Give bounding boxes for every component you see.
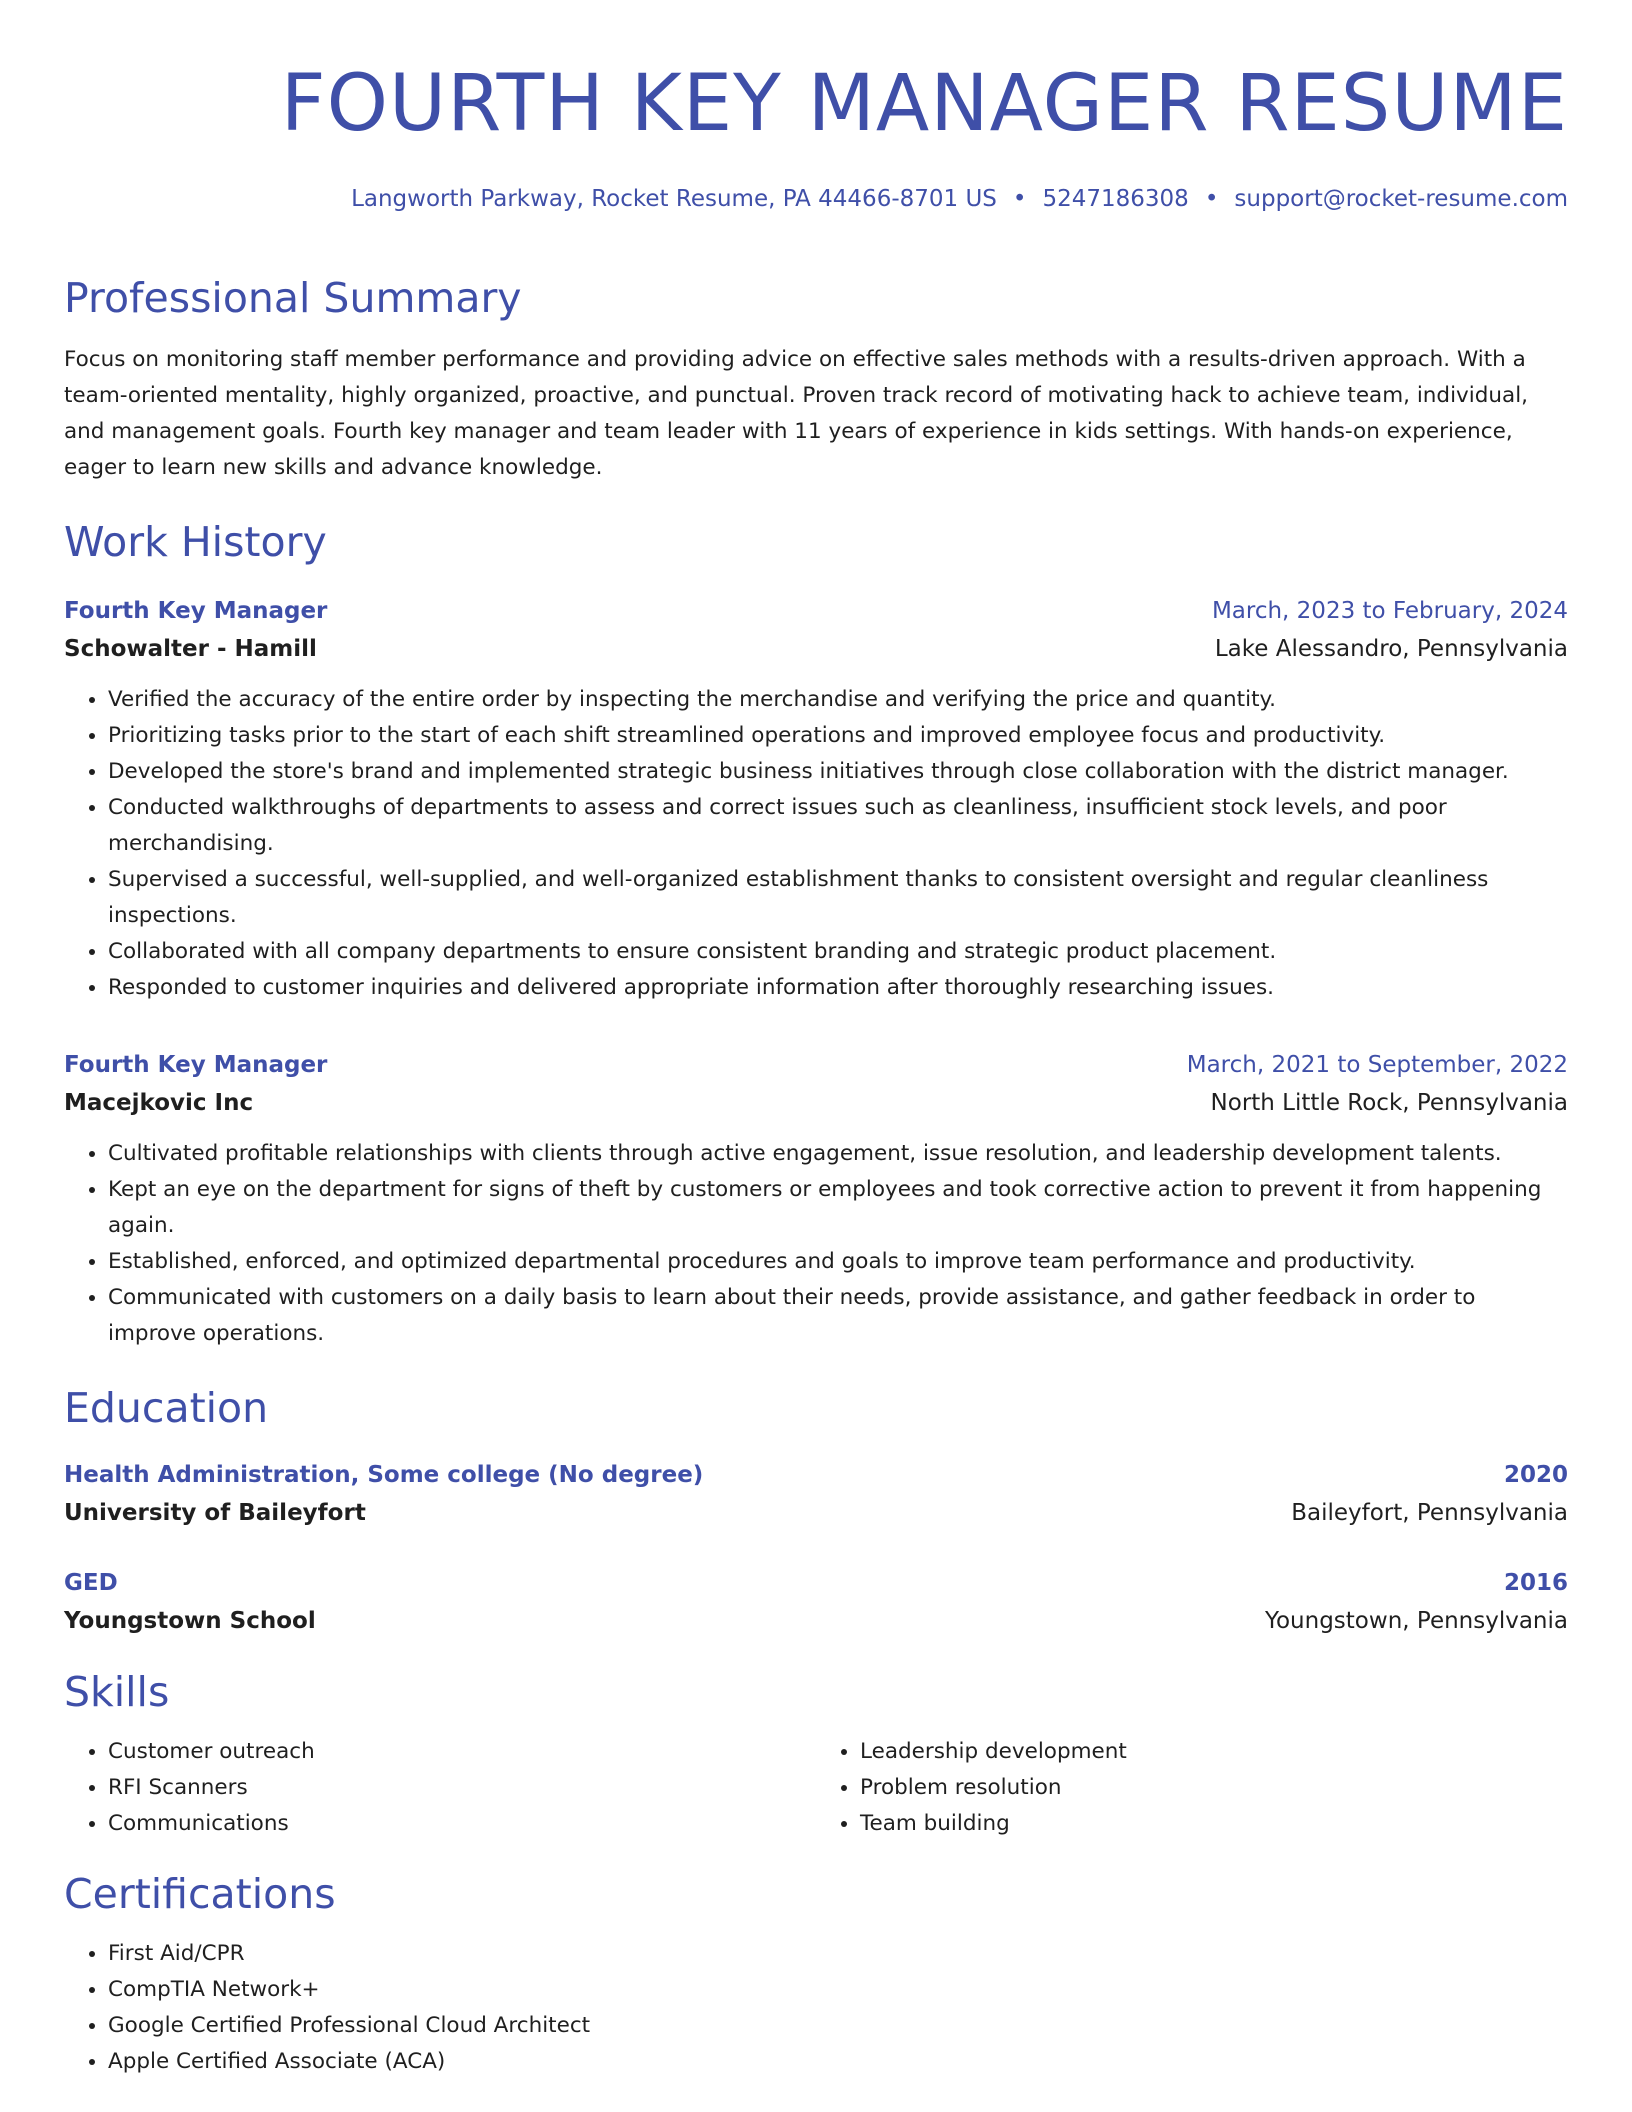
- list-item: • Apple Certified Associate (ACA): [108, 2044, 1568, 2080]
- list-item: • Developed the store's brand and implemented strategic business initiatives through close collaboration with the district manager.: [108, 754, 1568, 790]
- resume-title: FOURTH KEY MANAGER RESUME: [280, 59, 1568, 149]
- job-title: Fourth Key Manager: [64, 598, 328, 624]
- list-item: • Communicated with customers on a daily basis to learn about their needs, provide assistance, and gather feedback in order to improve operations.: [108, 1280, 1568, 1352]
- education-section: [64, 1382, 1568, 1640]
- list-item: • Prioritizing tasks prior to the start of each shift streamlined operations and improved employee focus and productivity.: [108, 718, 1568, 754]
- job-location: Lake Alessandro, Pennsylvania: [1214, 636, 1568, 662]
- job-entry: [64, 1046, 1568, 1352]
- education-school: University of Baileyfort: [64, 1500, 366, 1526]
- skills-columns: [64, 1734, 1568, 1842]
- skills-list-left: [64, 1734, 816, 1842]
- summary-section: [64, 272, 1568, 486]
- job-dates: March, 2023 to February, 2024: [1211, 598, 1568, 624]
- education-entry: [64, 1564, 1568, 1640]
- education-degree: GED: [64, 1570, 118, 1596]
- list-item: • Communications: [108, 1806, 816, 1842]
- list-item: • Team building: [860, 1806, 1568, 1842]
- list-item: • Leadership development: [860, 1734, 1568, 1770]
- list-item: • Established, enforced, and optimized departmental procedures and goals to improve team performance and productivity.: [108, 1244, 1568, 1280]
- job-location: North Little Rock, Pennsylvania: [1210, 1090, 1568, 1116]
- education-year: 2016: [1503, 1570, 1568, 1596]
- work-history-heading: Work History: [64, 518, 327, 566]
- education-degree: Health Administration, Some college (No degree): [64, 1462, 704, 1488]
- education-heading: Education: [64, 1384, 269, 1432]
- contact-address: Langworth Parkway, Rocket Resume, PA 44466-8701 US: [351, 186, 997, 212]
- education-year: 2020: [1503, 1462, 1568, 1488]
- job-bullets: [64, 1136, 1568, 1352]
- list-item: • Verified the accuracy of the entire order by inspecting the merchandise and verifying the price and quantity.: [108, 682, 1568, 718]
- summary-heading: Professional Summary: [64, 274, 522, 322]
- list-item: • Collaborated with all company departments to ensure consistent branding and strategic product placement.: [108, 934, 1568, 970]
- list-item: • Problem resolution: [860, 1770, 1568, 1806]
- contact-separator: •: [1204, 186, 1219, 212]
- list-item: • Conducted walkthroughs of departments to assess and correct issues such as cleanliness, insufficient stock levels, and poor merchandising.: [108, 790, 1568, 862]
- contact-line: [64, 184, 1568, 214]
- job-title: Fourth Key Manager: [64, 1052, 328, 1078]
- job-company: Macejkovic Inc: [64, 1090, 254, 1116]
- job-entry: [64, 592, 1568, 1006]
- summary-text: Focus on monitoring staff member performance and providing advice on effective sales methods with a results-driven approach. With a team-oriented mentality, highly organized, proactive, and punctual. Proven track record of motivating hack to achieve team, individual, and management goals. Fourth key manager and team leader with 11 years of experience in kids settings. With hands-on experience, eager to learn new skills and advance knowledge.: [64, 347, 1529, 480]
- job-dates: March, 2021 to September, 2022: [1186, 1052, 1568, 1078]
- certifications-heading: Certifications: [64, 1870, 336, 1918]
- list-item: • Customer outreach: [108, 1734, 816, 1770]
- education-entry: [64, 1456, 1568, 1532]
- education-location: Youngstown, Pennsylvania: [1264, 1608, 1568, 1634]
- list-item: • Cultivated profitable relationships with clients through active engagement, issue resolution, and leadership development talents.: [108, 1136, 1568, 1172]
- list-item: • RFI Scanners: [108, 1770, 816, 1806]
- certifications-list: [64, 1936, 1568, 2080]
- job-bullets: [64, 682, 1568, 1006]
- skills-list-right: [816, 1734, 1568, 1842]
- contact-phone: 5247186308: [1042, 186, 1189, 212]
- certifications-section: [64, 1868, 1568, 2080]
- skills-section: [64, 1666, 1568, 1842]
- job-company: Schowalter - Hamill: [64, 636, 317, 662]
- list-item: • Supervised a successful, well-supplied, and well-organized establishment thanks to consistent oversight and regular cleanliness inspections.: [108, 862, 1568, 934]
- list-item: • First Aid/CPR: [108, 1936, 1568, 1972]
- list-item: • Kept an eye on the department for signs of theft by customers or employees and took corrective action to prevent it from happening again.: [108, 1172, 1568, 1244]
- skills-heading: Skills: [64, 1668, 170, 1716]
- work-history-section: [64, 516, 1568, 1352]
- education-school: Youngstown School: [64, 1608, 316, 1634]
- list-item: • Responded to customer inquiries and delivered appropriate information after thoroughly researching issues.: [108, 970, 1568, 1006]
- list-item: • CompTIA Network+: [108, 1972, 1568, 2008]
- education-location: Baileyfort, Pennsylvania: [1291, 1500, 1568, 1526]
- contact-separator: •: [1012, 186, 1027, 212]
- list-item: • Google Certified Professional Cloud Architect: [108, 2008, 1568, 2044]
- contact-email: support@rocket-resume.com: [1234, 186, 1568, 212]
